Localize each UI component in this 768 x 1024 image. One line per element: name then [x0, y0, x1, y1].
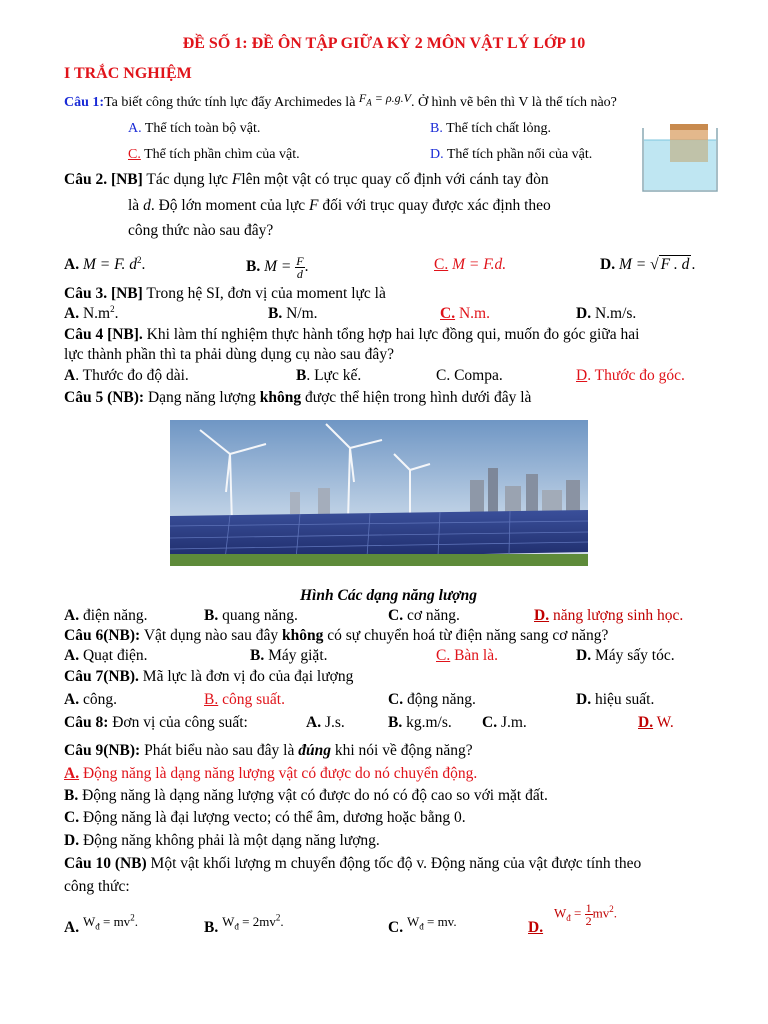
question-8: Câu 8: Đơn vị của công suất: — [64, 714, 248, 731]
option-b-correct: B. công suất. — [204, 691, 285, 708]
archimedes-formula: $F_A = \rho.g.V$ — [358, 91, 411, 108]
question-3: Câu 3. [NB] Trong hệ SI, đơn vị của moment lực là — [64, 285, 386, 302]
option-a: A. Quạt điện. — [64, 647, 148, 664]
option-c: C. $^{W_đ = mv.}$ — [388, 914, 457, 936]
option-a: A. $N.m^2$. — [64, 303, 119, 322]
option-c-correct: C. Thể tích phần chìm của vật. — [128, 147, 300, 162]
option-a-correct: A. Động năng là dạng năng lượng vật có được do nó chuyển động. — [64, 765, 478, 782]
option-d-correct: D. Thước đo góc. — [576, 367, 685, 384]
option-b: B. kg.m/s. — [388, 714, 452, 731]
option-a: A. $^{W_đ = mv^2.}$ — [64, 912, 138, 936]
option-d-correct: D. năng lượng sinh học. — [534, 607, 684, 624]
option-a: A. điện năng. — [64, 607, 148, 624]
option-b: B. $^{W_đ = 2mv^2.}$ — [204, 912, 284, 936]
question-2: Câu 2. [NB] Tác dụng lực Flên một vật có trục quay cố định với cánh tay đòn — [64, 171, 549, 188]
option-a: A. công. — [64, 691, 117, 708]
option-b: B. quang năng. — [204, 607, 298, 624]
option-d: D. Thể tích phần nổi của vật. — [430, 147, 593, 162]
option-c: C. J.m. — [482, 714, 527, 731]
question-9: Câu 9(NB): Phát biểu nào sau đây là đúng khi nói về động năng? — [64, 742, 473, 759]
option-b: B. Lực kế. — [296, 367, 362, 384]
option-d: D. hiệu suất. — [576, 691, 655, 708]
page-title: ĐỀ SỐ 1: ĐỀ ÔN TẬP GIỮA KỲ 2 MÔN VẬT LÝ LỚP 10 — [182, 35, 586, 52]
option-d: D. Máy sấy tóc. — [576, 647, 675, 664]
option-c: C. Compa. — [436, 367, 503, 384]
option-d-correct: D. W. — [638, 714, 674, 731]
option-c: C. cơ năng. — [388, 607, 460, 624]
option-c-correct: C. M = F.d. — [434, 256, 507, 273]
question-label: Câu 2. [NB] — [64, 171, 143, 188]
question-1: Câu 1:Ta biết công thức tính lực đẩy Archimedes là $F_A = \rho.g.V$. Ở hình vẽ bên thì V là thể tích nào? — [64, 91, 617, 110]
option-d: D. N.m/s. — [576, 305, 637, 322]
option-c: C. Động năng là đại lượng vecto; có thể âm, dương hoặc bằng 0. — [64, 809, 466, 826]
option-c: C. động năng. — [388, 691, 476, 708]
kinetic-energy-formula: $W_đ$ = $\frac{1}{2}$ $mv^2$. — [554, 901, 617, 928]
option-b: B. Động năng là dạng năng lượng vật có được do nó có độ cao so với mặt đất. — [64, 787, 548, 804]
option-a: A. J.s. — [306, 714, 345, 731]
question-6: Câu 6(NB): Vật dụng nào sau đây không có sự chuyển hoá từ điện năng sang cơ năng? — [64, 627, 609, 644]
question-4: Câu 4 [NB]. Khi làm thí nghiệm thực hành tổng hợp hai lực đồng qui, muốn đo góc giữa hai — [64, 326, 640, 343]
energy-photo — [170, 420, 588, 566]
option-a: A. Thước đo độ dài. — [64, 367, 189, 384]
section-heading: I TRẮC NGHIỆM — [64, 65, 192, 82]
option-c-correct: C. Bàn là. — [436, 647, 498, 664]
option-d: D. M = √ F . d . — [600, 256, 696, 273]
option-a: A. Thể tích toàn bộ vật. — [128, 121, 261, 136]
option-c-correct: C. N.m. — [440, 305, 490, 322]
option-b: B. N/m. — [268, 305, 318, 322]
question-7: Câu 7(NB). Mã lực là đơn vị đo của đại lượng — [64, 668, 354, 685]
option-b: B. Máy giặt. — [250, 647, 328, 664]
option-b: B. M = $\frac{F}{d}$ . — [246, 254, 309, 281]
option-a: A. M = F. $d^2$. — [64, 254, 146, 273]
beaker-figure — [640, 118, 720, 194]
figure-caption: Hình Các dạng năng lượng — [300, 587, 477, 604]
option-d: D. Động năng không phải là một dạng năng lượng. — [64, 832, 380, 849]
option-b: B. Thể tích chất lỏng. — [430, 121, 552, 136]
question-5: Câu 5 (NB): Dạng năng lượng không được thể hiện trong hình dưới đây là — [64, 389, 532, 406]
question-10: Câu 10 (NB) Một vật khối lượng m chuyển động tốc độ v. Động năng của vật được tính theo — [64, 855, 642, 872]
option-d-correct: D. — [528, 919, 544, 936]
question-label: Câu 1: — [64, 95, 105, 110]
